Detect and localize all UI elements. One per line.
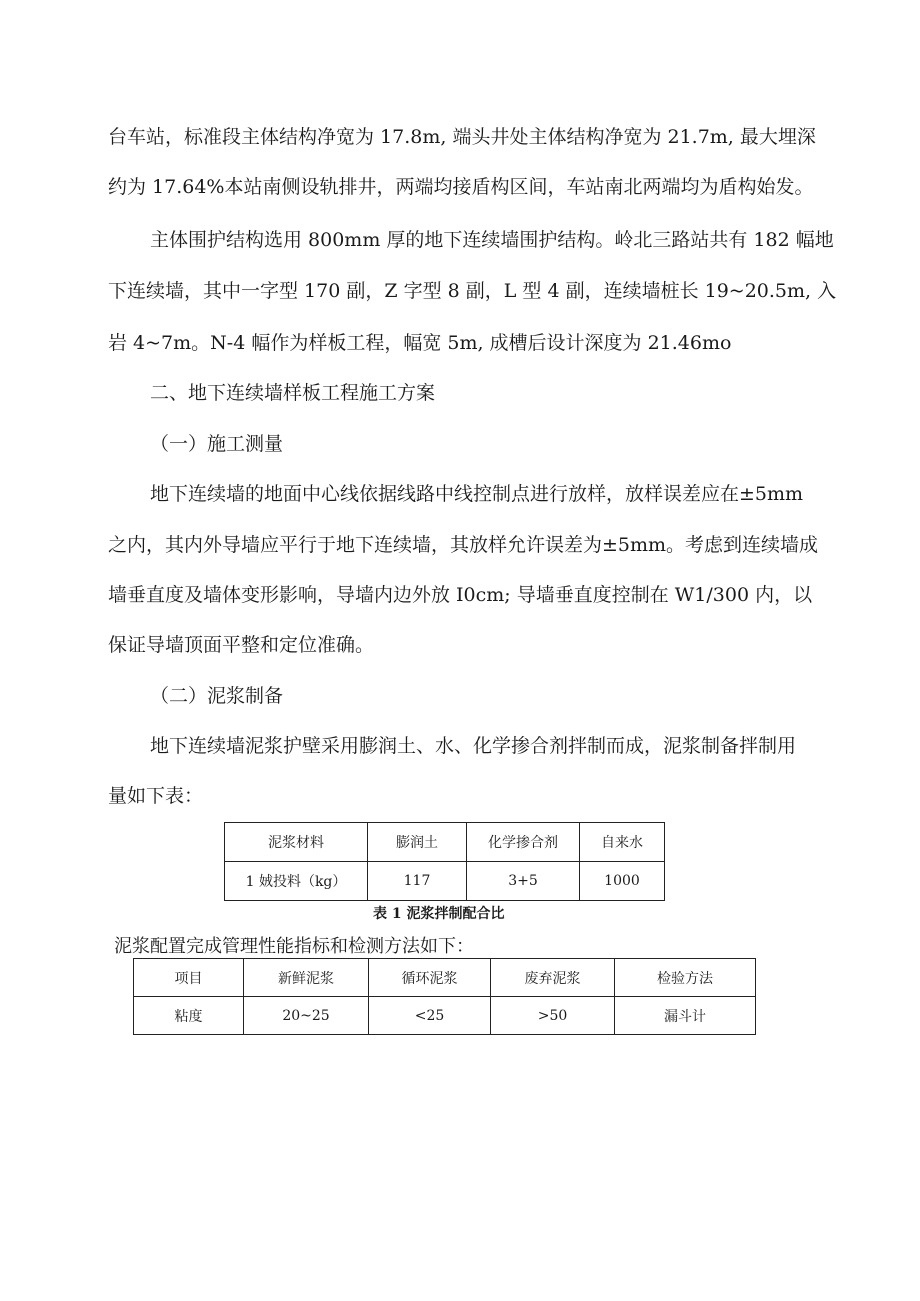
table-cell: >50 [491, 997, 615, 1035]
paragraph-1-line-1: 台车站，标准段主体结构净宽为 17.8m, 端头井处主体结构净宽为 21.7m, 最大埋深 [108, 126, 816, 148]
paragraph-5-line-1: 泥浆配置完成管理性能指标和检测方法如下： [114, 936, 474, 957]
paragraph-3-line-4: 保证导墙顶面平整和定位准确。 [108, 634, 375, 656]
table-cell: 3+5 [467, 862, 580, 901]
table-cell: 20~25 [244, 997, 369, 1035]
table-header-cell: 自来水 [580, 823, 665, 862]
paragraph-3-line-3: 墙垂直度及墙体变形影响，导墙内边外放 I0cm; 导墙垂直度控制在 W1/300 内，以 [108, 584, 813, 606]
section-heading-2: 二、地下连续墙样板工程施工方案 [150, 382, 436, 404]
table-cell: 粘度 [134, 997, 244, 1035]
table-row [225, 862, 665, 901]
paragraph-3-line-1: 地下连续墙的地面中心线依据线路中线控制点进行放样，放样误差应在±5mm [150, 483, 804, 505]
subheading-surveying: （一）施工测量 [150, 433, 284, 455]
table-header-cell: 泥浆材料 [225, 823, 368, 862]
table-cell: 1000 [580, 862, 665, 901]
paragraph-2-line-2: 下连续墙，其中一字型 170 副，Z 字型 8 副，L 型 4 副，连续墙桩长 19~20.5m, 入 [108, 280, 837, 302]
table-header-cell: 项目 [134, 959, 244, 997]
table-header-row [134, 959, 756, 997]
paragraph-4-line-2: 量如下表： [108, 785, 204, 807]
table-cell: 117 [368, 862, 467, 901]
table-row [134, 997, 756, 1035]
mud-performance-table [133, 958, 756, 1035]
table-header-cell: 化学掺合剂 [467, 823, 580, 862]
table-header-cell: 膨润土 [368, 823, 467, 862]
table-cell: 漏斗计 [615, 997, 756, 1035]
table-cell: <25 [369, 997, 491, 1035]
table-cell: 1 娀投料（kg） [225, 862, 368, 901]
table-header-cell: 新鲜泥浆 [244, 959, 369, 997]
mud-mix-table [224, 822, 665, 901]
paragraph-2-line-3: 岩 4~7m。N-4 幅作为样板工程，幅宽 5m, 成槽后设计深度为 21.46mo [108, 332, 732, 354]
table-header-cell: 废弃泥浆 [491, 959, 615, 997]
subheading-mud-preparation: （二）泥浆制备 [150, 685, 284, 707]
table-header-cell: 检验方法 [615, 959, 756, 997]
table-header-cell: 循环泥浆 [369, 959, 491, 997]
table-1-caption: 表 1 泥浆拌制配合比 [373, 906, 505, 922]
table-header-row [225, 823, 665, 862]
paragraph-1-line-2: 约为 17.64%本站南侧设轨排井，两端均接盾构区间，车站南北两端均为盾构始发。 [108, 176, 814, 198]
paragraph-2-line-1: 主体围护结构选用 800mm 厚的地下连续墙围护结构。岭北三路站共有 182 幅地 [150, 229, 834, 251]
paragraph-3-line-2: 之内，其内外导墙应平行于地下连续墙，其放样允许误差为±5mm。考虑到连续墙成 [108, 534, 819, 556]
paragraph-4-line-1: 地下连续墙泥浆护壁采用膨润土、水、化学掺合剂拌制而成，泥浆制备拌制用 [150, 735, 797, 757]
